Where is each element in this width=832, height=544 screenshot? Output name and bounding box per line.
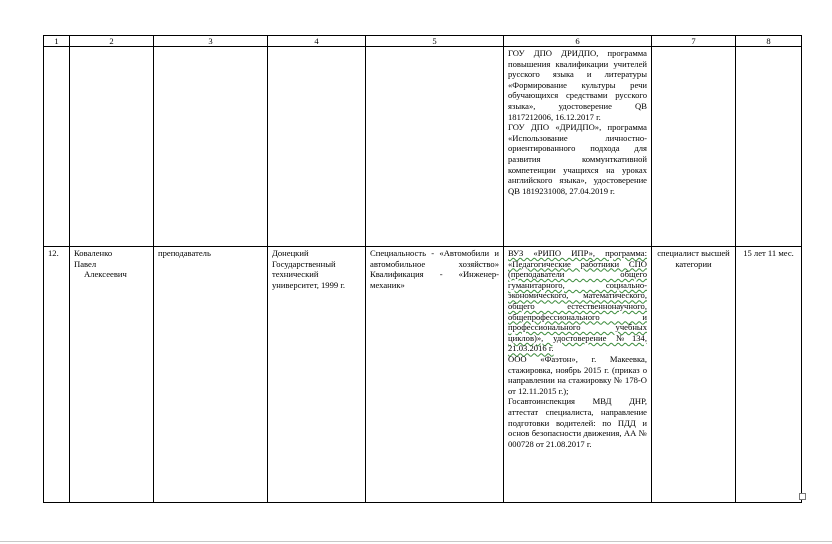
header-cell: 8	[736, 36, 802, 47]
header-cell: 6	[504, 36, 652, 47]
table-resize-handle[interactable]	[799, 493, 806, 500]
cell-empty	[736, 47, 802, 247]
header-cell: 4	[268, 36, 366, 47]
row-number: 12.	[44, 247, 70, 503]
staff-table	[43, 35, 802, 503]
position-cell: преподаватель	[154, 247, 268, 503]
header-row	[44, 36, 802, 47]
training-cell	[504, 47, 652, 247]
training-entry: ООО «Фаэтон», г. Макеевка, стажировка, ноябрь 2015 г. (приказ о направлении на стажировку № 178-О от 12.11.2015 г.);	[508, 353, 647, 396]
table-row	[44, 247, 802, 503]
cell-empty	[652, 47, 736, 247]
cell-empty	[154, 47, 268, 247]
name-line: Алексеевич	[84, 269, 127, 280]
page-divider	[0, 541, 832, 542]
table-row-continued	[44, 47, 802, 247]
header-cell: 7	[652, 36, 736, 47]
name-line: Павел	[74, 258, 97, 269]
training-entry: ВУЗ «РИПО ИПР», программа: «Педагогические работники СПО (преподаватели общего гуманитарного, социально-экономического, математического, общего естественнонаучного, общепрофессионального и профессионального учебных циклов)», удостоверение №134, 21.03.2016 г.	[508, 248, 647, 354]
cell-empty	[44, 47, 70, 247]
specialty-cell: Специальность - «Автомобили и автомобильное хозяйство» Квалификация - «Инженер-механик»	[366, 247, 504, 503]
training-cell	[504, 247, 652, 503]
header-cell: 3	[154, 36, 268, 47]
experience-cell: 15 лет 11 мес.	[736, 247, 802, 503]
category-cell: специалист высшей категории	[652, 247, 736, 503]
training-entry: ГОУ ДПО «ДРИДПО», программа «Использование личностно-ориентированного подхода для развития коммунткативной компетенции учащихся на уроках английского языка», удостоверение QB 1819231008, 27.04.2019 г.	[508, 122, 647, 196]
header-cell: 1	[44, 36, 70, 47]
cell-empty	[366, 47, 504, 247]
cell-empty	[70, 47, 154, 247]
teacher-name	[70, 247, 154, 503]
header-cell: 5	[366, 36, 504, 47]
cell-empty	[268, 47, 366, 247]
header-cell: 2	[70, 36, 154, 47]
training-entry: Госавтоинспекция МВД ДНР, аттестат специалиста, направление подготовки водителей: по ПДД и основ безопасности движения, АА № 000728 от 21.08.2017 г.	[508, 396, 647, 449]
training-entry: ГОУ ДПО ДРИДПО, программа повышения квалификации учителей русского языка и литературы «Формирование культуры речи обучающихся средствами русского языка», удостоверение QB 1817212006, 16.12.2017 г.	[508, 48, 647, 122]
education-cell: Донецкий Государственный технический университет, 1999 г.	[268, 247, 366, 503]
name-line: Коваленко	[74, 248, 113, 258]
